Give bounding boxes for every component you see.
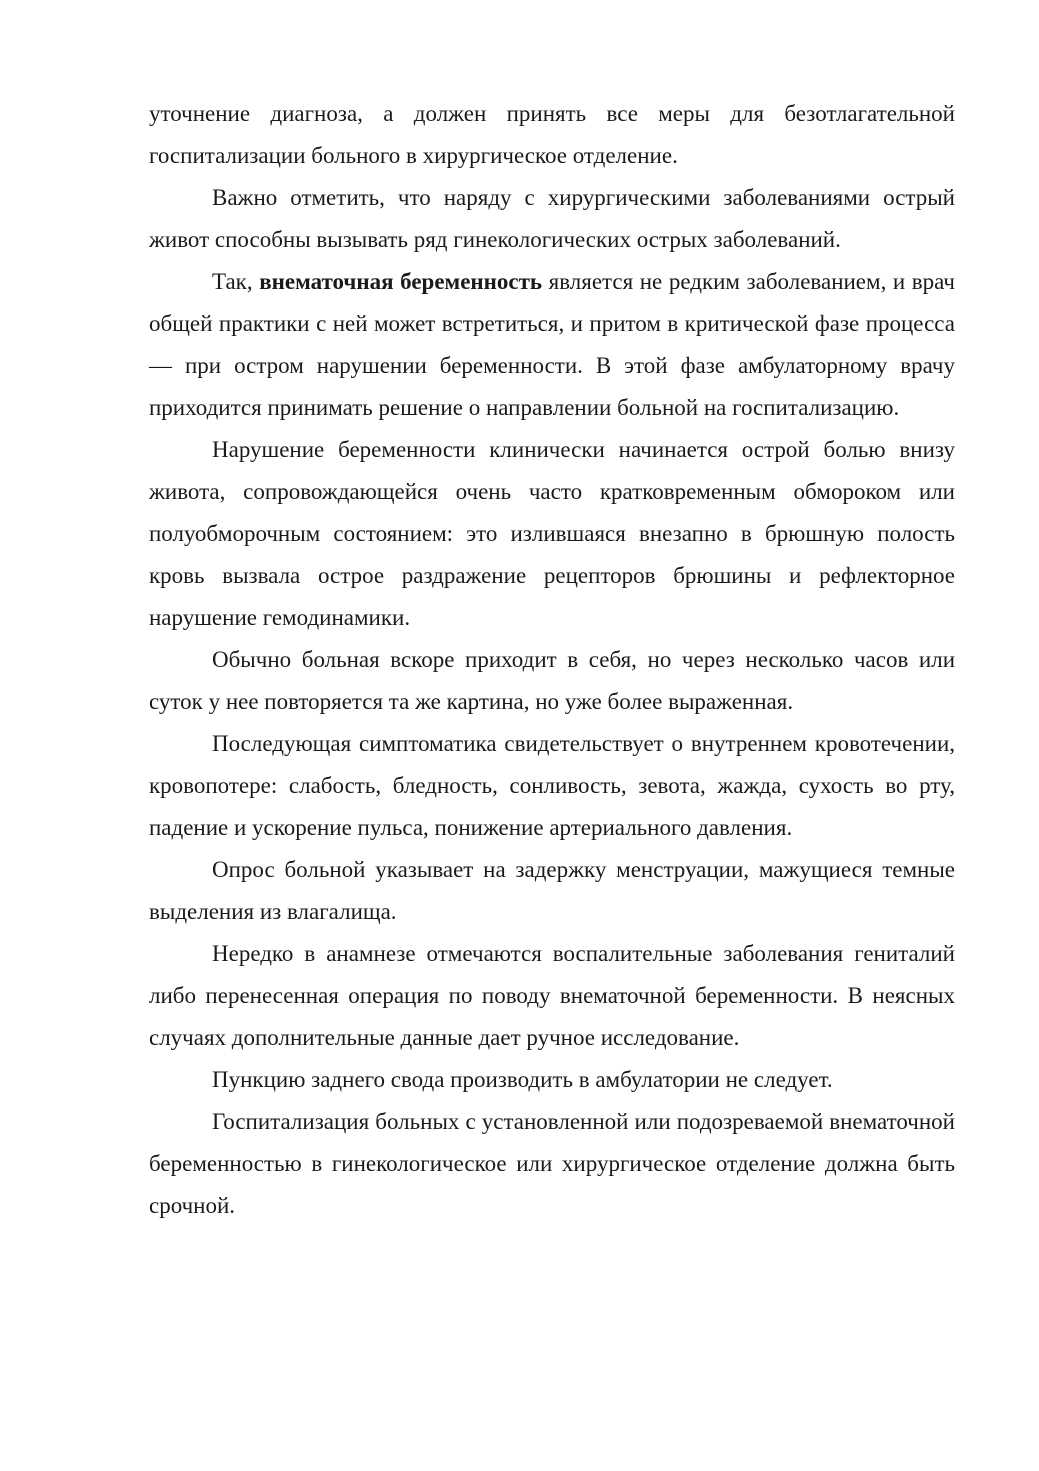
paragraph-symptoms: Последующая симптоматика свидетельствует о внутреннем кровотечении, кровопотере: слабость, бледность, сонливость, зевота, жажда, сухость во рту, падение и ускорение пульса, понижение артериального давления.	[149, 731, 955, 840]
paragraph-recurrence: Обычно больная вскоре приходит в себя, но через несколько часов или суток у нее повторяется та же картина, но уже более выраженная.	[149, 647, 955, 714]
paragraph-history: Нередко в анамнезе отмечаются воспалительные заболевания гениталий либо перенесенная операция по поводу внематочной беременности. В неясных случаях дополнительные данные дает ручное исследование.	[149, 941, 955, 1050]
paragraph-ectopic-pregnancy	[149, 261, 955, 429]
paragraph-hospitalization: Госпитализация больных с установленной или подозреваемой внематочной беременностью в гинекологическое или хирургическое отделение должна быть срочной.	[149, 1109, 955, 1218]
term-ectopic-pregnancy: внематочная беременность	[259, 269, 543, 294]
paragraph-rest-text: является не редким заболеванием, и врач общей практики с ней может встретиться, и притом в критической фазе процесса — при остром нарушении беременности. В этой фазе амбулаторному врачу приходится принимать решение о направлении больной на госпитализацию.	[149, 269, 955, 420]
paragraph-continuation: уточнение диагноза, а должен принять все меры для безотлагательной госпитализации больного в хирургическое отделение.	[149, 101, 955, 168]
paragraph-lead-text: Так,	[212, 269, 260, 294]
document-page	[149, 93, 955, 1227]
paragraph-onset: Нарушение беременности клинически начинается острой болью внизу живота, сопровождающейся очень часто кратковременным обмороком или полуобморочным состоянием: это излившаяся внезапно в брюшную полость кровь вызвала острое раздражение рецепторов брюшины и рефлекторное нарушение гемодинамики.	[149, 437, 955, 630]
paragraph-puncture: Пункцию заднего свода производить в амбулатории не следует.	[212, 1067, 833, 1092]
paragraph-anamnesis-survey: Опрос больной указывает на задержку менструации, мажущиеся темные выделения из влагалища.	[149, 857, 955, 924]
paragraph-acute-abdomen-gynecology: Важно отметить, что наряду с хирургическими заболеваниями острый живот способны вызывать ряд гинекологических острых заболеваний.	[149, 185, 955, 252]
